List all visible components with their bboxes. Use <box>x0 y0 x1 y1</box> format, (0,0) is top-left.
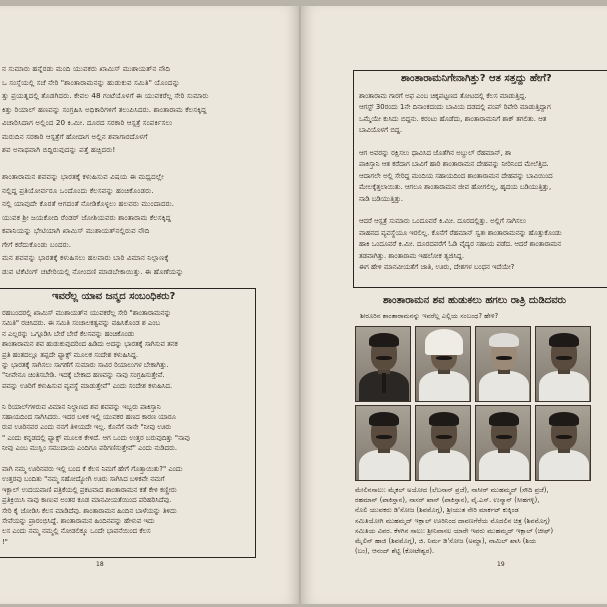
text-line: ಬಾವಿಯೊಳಗೆ ಬಿದ್ದ. <box>359 126 403 135</box>
text-line: ಕಿತ್ತು ರಿಯಾಲ್ ಹಣವನ್ನು ಸಂಗ್ರಹಿಸಿ ಅಧಿಕಾರಿಗಳಿಗೆ ತಲುಪಿಸಿದರು. ಶಾಂತಾರಾಮ ಕೆಲಸಕ್ಕಿದ್ದ <box>2 104 207 114</box>
text-line: ಆದರೆ ಆಸ್ಪತ್ರೆ ಸುಮಾರು ಒಂದೂವರೆ ಕಿ.ಮೀ. ದೂರದಲ್ಲಿತ್ತು. ಅಲ್ಲಿಗೆ ಸಾಗಿಸಲು <box>359 217 527 226</box>
text-line: ಶಾಂತಾರಾಮನ ಶವವನ್ನು ಭಾರತಕ್ಕೆ ಕಳುಹಿಸುವ ವಿಷಯ ಈ ಮಧ್ಯದಲ್ಲೇ <box>2 172 164 181</box>
portrait-photo <box>415 326 471 402</box>
text-line: ನಿ ರಿಯಾಲ್‌ಗಳಿರುವ ವಿಮಾನ ನಿಲ್ದಾಣದ ಶವ ಶವವನ್ನು ಇಬ್ಬರು ಪಾಕಿಸ್ತಾನಿ <box>2 402 161 411</box>
text-line: ಪವನ್ನು ಊರಿಗೆ ಕಳುಹಿಸುವ ವ್ಯವಸ್ಥೆ ಮಾಡುತ್ತೇವೆ" ಎಂದು ಸಂದೇಶ ಕಳುಹಿಸಿದ. <box>2 381 173 390</box>
text-line: ರುವ ಊರಿನವರ ಎಂದು ನನಗೆ ತಿಳಿಯದೇ ಇಲ್ಲ. ಕೊನೆಗೆ ನಾನೇ "ನೀವು ಊರು <box>2 423 172 432</box>
right-page <box>301 6 607 604</box>
text-line: ತ್ತು ಪ್ರಯತ್ನದಲ್ಲಿ ತೊಡಗಿದರು. ಕೇವಲ 48 ಗಂಟೆಯೊಳಗೆ ಈ ಯುವಕರೆಲ್ಲ ಸೇರಿ ಸುಮಾರು <box>2 91 209 100</box>
text-line: ಪ್ರತಿಕ್ರಿಯಿಸಿ ನಾವು ಕಾಣುವ ಅಂತರ ಕೂಡ ಮಾನವೀಯತೆಯಿಂದ ಪರಿಹರಿಸಿದೆವು. <box>2 496 172 505</box>
text-line: ವಾಗಿ ನಮ್ಮ ಊರಿನವರು ಇಲ್ಲಿ ಬಂದ ಕೆ ಕೆಲಸ ನಿಮಗೆ ಹೇಗೆ ಗೊತ್ತಾಯಿತು?" ಎಂದು <box>2 465 183 473</box>
text-line: ರಹಮಾನ್ (ಪಾಕಿಸ್ತಾನ), ನಾಸರ್ ಖಾನ್ (ಪಾಕಿಸ್ತಾನ), ವೈ.ಎಸ್. ಉಸ್ಮಾನ್ (ಸೀಹಗಳ್ಳಿ), <box>355 496 540 505</box>
text-line: ಆಗಸ್ಟ್ 30ರಂದು 1ನೇ ದಿನಾಂಕದಂದು ಬಾವಿಯ ದಡದಲ್ಲಿ ಪಂಪ್ ರಿಪೇರಿ ಮಾಡುತ್ತಿದ್ದಾಗ <box>359 103 551 112</box>
text-line: ಸಮಿತಿಯ ವಿವರ. ಕೆಳಗಿನ ಸಾಲು: ಶ್ರೀನಿವಾಸಲ ಯಾರೇ ಇವರು ಮುಹಮ್ಮದ್ ಇಕ್ಬಾಲ್ (ಚೀಫ್) <box>355 526 554 535</box>
portrait-photo <box>415 405 471 481</box>
photo-section-subtitle: ಶೀರೂರಿನ ಶಾಂತಾರಾಮನನ್ನು ಇವರೆಲ್ಲ ಎಲ್ಲಿಯ ಸಂಬಂಧ? ಹೇಳಿ? <box>360 312 499 320</box>
text-line: ಶಾಂತಾರಾಮನ ಶವ ಹುಡುಕುವುದರಿಂದ ಹಿಡಿದು ಅದನ್ನು ಭಾರತಕ್ಕೆ ಸಾಗಿಸುವ ತನಕ <box>2 340 178 349</box>
text-line: "ನೀವೇನೂ ಚಿಂತಿಸಬೇಡಿ. ಇದಕ್ಕೆ ಬೇಕಾದ ಹಣವನ್ನು ನಾವು ಸಂಗ್ರಹಿಸುತ್ತೇವೆ. <box>2 371 165 380</box>
text-line: ಶಾಂತಾರಾಮ ಗಾರಗೆ ಅಫ ಎಂಬ ಚಿಕ್ಕಪಟ್ಟಣದ ತೋಟದಲ್ಲಿ ಕೆಲಸ ಮಾಡುತ್ತಿದ್ದ. <box>359 92 527 100</box>
page-number-left: 18 <box>96 561 104 568</box>
text-line: ಆಗ ಅವರನ್ನು ರಕ್ಷಿಸಲು ಧಾವಿಸಿದ ಜೊತೆಗಿನ ಅಬ್ದುಲ್ ರೆಹಮಾನ್, ಶಾ <box>359 149 512 157</box>
text-line: ನೊಲಿ ಯುವಕರು ಡಿ'ಸೋಜ (ಶಿವಮೊಗ್ಗ), ಶ್ರೀಯುತ ನೇರಿ ಮಾರ್ಕಟ್ ಕುಕ್ಕಿಂಡ <box>355 506 519 515</box>
text-line: ಡುವ ಟಿಕೆಟಿಂಗ್ ಚಟೇರಿಯಲ್ಲಿ ನೋಂದಣಿ ಮಾಡಬೇಕಾಯಿತ್ತು. ಈ ಹೊಣೆಯನ್ನು <box>2 266 184 276</box>
text-line: ಯುವಕ ಶ್ರೀ ಜಯಕೋದಿ ರೆಂಡರ್ ಜೋಶಿಯವರು ಶಾಂತಾರಾಮ ಕೆಲಸಕ್ಕಿದ್ದ <box>2 212 172 222</box>
text-line: ಪ್ರತಿ ಹಂತದಲ್ಲೂ ತಪ್ಪದೇ ಫ್ಯಾಕ್ಸ್ ಮೂಲಕ ಸಂದೇಶ ಕಳುಹಿಸಿದ್ದ. <box>2 350 139 359</box>
right-box-title: ಶಾಂತಾರಾಮನಿಗೇನಾಗಿತ್ತು? ಆತ ಸತ್ತದ್ದು ಹೇಗೆ? <box>401 73 552 84</box>
text-line: ಹಾಕಿ ಒಂದೂವರೆ ಕಿ.ಮೀ. ದೂರದವರೆಗೆ ಓಡಿ ವೈದ್ಯರ ಸಹಾಯ ಪಡೆದ. ಆದರೆ ಶಾಂತಾರಾಮನ <box>359 240 562 249</box>
text-line: ಈಗ ಹೇಳಿ ಮಾನವೀಯತೆಗೆ ಜಾತಿ, ಊರು, ದೇಶಗಳ ಬಂಧನ ಇದೆಯೇ? <box>359 263 515 271</box>
left-box-title: ಇವರೆಲ್ಲ ಯಾವ ಜನ್ಮದ ಸಂಬಂಧಿಕರು? <box>52 291 176 302</box>
text-line: ಸೇರಿ ಕೈ ಜೋಡಿಸಿ ಕೆಲಸ ಮಾಡಿದೆವು. ಶಾಂತಾರಾಮನ ಹಿಂದಿನ ಬಾಳೆಯನ್ನು ತಿಳಿದು <box>2 506 177 515</box>
text-line: ಮೇಲಿನಸಾಲು: ಮೈಕಲ್ ಅಯೋದ (ಲೆಬನಾನ್ ಪ್ರಜೆ), ನಾಸೀರ್ ಮುಹಮ್ಮದ್ (ಸೌದಿ ಪ್ರಜೆ), <box>355 486 549 494</box>
text-line: ನಲ್ಲಿದ್ದ ಪ್ರತಿಯೋರ್ವರೂ ಒಂದೊಂದು ಕೆಲಸವನ್ನು ಹಂಚಿಕೊಂಡರು. <box>2 185 154 195</box>
portrait-photo <box>475 326 531 402</box>
text-line: ಕಪಾನಿಯನ್ನು ಭೇಟಿಯಾಗಿ ಖಾಮಿಸ್ ಮುಶಾಯತ್‌ನಲ್ಲಿರುವ ನೌದಿ <box>2 226 150 235</box>
text-line: ಪಾಕಿಸ್ತಾನಿ ಆತ ಕರೆದಾಗ ಬಾವಿಗೆ ಹಾರಿ ಶಾಂತಾರಾಮನ ದೇಹವನ್ನು ನೀರಿನಿಂದ ಮೇಲೆತ್ತಿದ. <box>359 160 549 169</box>
photo-section-title: ಶಾಂತಾರಾಮನ ಶವ ಹುಡುಕಲು ಹಗಲು ರಾತ್ರಿ ದುಡಿದವರು <box>383 295 567 306</box>
text-line: ನೀವು ಎಂಬ ಮುಸ್ಲಿಂ ಸಮುದಾಯ ಎಂದಿಗೂ ಪರಿಗಣಿಸುತ್ತೇವೆ" ಎಂದು ನುಡಿದರು. <box>2 444 178 453</box>
text-line: ಶವ ಅನಾಥವಾಗಿ ಬಿದ್ದಿರುವುದನ್ನು ಪತ್ತೆ ಹಚ್ಚಿದರು! <box>2 145 116 154</box>
text-line: ಮೈಲಿನ್ ಹಾಜಿ (ಶಿವಮೊಗ್ಗ), ಜಿ. ನಿರ್ಮ ಡಿ'ಸೋಜ (ಅಮ್ದಾ), ನಾಮಿಲ್ ಖಾಸಿ (ಶಿಯ <box>355 537 537 545</box>
text-line: ಉತ್ತರವು ಬಂದಿತು "ನಮ್ಮ ಸಹೋದ್ಯೋಗಿ ಊರು ಸಾಗಿಸಿದ ಬಳಿಕವೇ ನಮಗೆ <box>2 475 165 484</box>
page-number-right: 19 <box>497 561 505 568</box>
text-line: ನ ಸುಮಾರು ಹನ್ನೆರಡು ಮಂದಿ ಯುವಕರು ಖಾಮಿಸ್ ಮುಶಾಯತ್‌ನ ನೌದಿ <box>2 64 171 73</box>
left-page <box>0 6 300 604</box>
text-line: (ಬಂ), ಆನಂದ್ ಶೆಟ್ಟಿ (ಕೋಟೇಶ್ವರ). <box>355 547 435 556</box>
text-line: ಲಸ ಎಂದು ನಮ್ಮ ನಮ್ಮಲ್ಲಿ ನೋಡಲಿಕ್ಕೂ ಒಂದೇ ಭಾವನೆಯಿಂದ ಕೆಲಸ <box>2 527 151 536</box>
portrait-photo <box>355 326 411 402</box>
text-line: ಒ ಸಂಸ್ಥೆಯಲ್ಲಿ ಸಚೆ ನೇರಿ "ಶಾಂತಾರಾಮನನ್ನು ಹುಡುಕುವ ಸಮಿತಿ" ಯೊಂದನ್ನು <box>2 77 180 87</box>
text-line: ನ ಎಲ್ಲರನ್ನು ಒಗ್ಗೂಡಿಸಿ ಬೇರೆ ಬೇರೆ ಕೆಲಸವನ್ನು ಹಂಚಿಕೊಂಡು <box>2 329 135 338</box>
text-line: ಮೇಲಕ್ಕೆತ್ತಲಾಯಿತು. ಆಗಲೂ ಶಾಂತಾರಾಮನ ಜೀವ ಹೋಗಲಿಲ್ಲ, ಹೃದಯ ಬಡಿಯುತ್ತಿತ್ತು, <box>359 183 552 192</box>
text-line: ನಲ್ಲಿ ಯಾವುದೇ ಕೊರತೆ ಆಗದಂತೆ ನೋಡಿಕೊಳ್ಳಲು ಹಲವರು ಮುಂದಾದರು. <box>2 199 175 208</box>
text-line: ಸಮಿತಿ" ರಚಿಸಿದರು. ಈ ಸಮಿತಿ ಸಂಚಾಲಕತ್ವವನ್ನು ವಹಿಸಿಕೊಂಡ ಶ ಎಂಬ <box>2 319 160 328</box>
text-line: ವಾಹನದ ವ್ಯವಸ್ಥೆಯೂ ಇರಲಿಲ್ಲ. ಕೊನೆಗೆ ರೆಹಮಾನ್ ಸ್ವತಃ ಶಾಂತಾರಾಮನನ್ನು ಹೊತ್ತುಕೊಂಡು <box>359 228 562 237</box>
text-line: ಸಹಾಯದಿಂದ ಸಾಗಿಸಿದರು. ಇದರ ಬಳಿಕ ಇಲ್ಲಿ ಯುವಕರ ಹಣದ ಕಾರಣ ಯಾರೂ <box>2 413 176 421</box>
portrait-photo <box>535 326 591 402</box>
portrait-photo <box>535 405 591 481</box>
text-line: !" <box>2 537 8 546</box>
text-line: ಮರುದಿನ ಸರಕಾರಿ ಆಸ್ಪತ್ರೆಗೆ ಹೋದಾಗ ಅಲ್ಲಿನ ಶವಾಗಾರದೊಳಗೆ <box>2 131 148 141</box>
portrait-photo <box>355 405 411 481</box>
text-line: ಒಮ್ಮೆಯೇ ಕುಸಿದು ಬಿದ್ದನು. ಕರಂಟು ಹೊಡೆದು, ಶಾಂತಾರಾಮನಿಗೆ ಶಾಕ್ ತಗಲಿತು. ಆತ <box>359 114 547 123</box>
text-line: " ಎಂದು ಕನ್ನಡದಲ್ಲಿ ಫ್ಯಾಕ್ಸ್ ಮೂಲಕ ಕೇಳಿದೆ. ಆಗ ಒಂದು ಉತ್ತರ ಬರುವುದಿತ್ತು "ನಾವು <box>2 433 190 442</box>
text-line: ರಹಬಂದರಲ್ಲಿ ಖಾಮಿಸ್ ಮುಶಾಯತ್‌ನ ಯುವಕರೆಲ್ಲ ಸೇರಿ "ಶಾಂತಾರಾಮನನ್ನು <box>2 309 172 317</box>
text-line: ಸಮಿತಿಯೋಗಿ ಮುಹಮ್ಮದ್ ಇಕ್ಬಾಲ್ ಊರಿನಿಂದ ದಾವಣಗೆರೆಯ ಮೊದಲಿನ ಚಿತ್ರ (ಶಿವಮೊಗ್ಗ) <box>355 516 550 525</box>
text-line: ಸೇವೆಯನ್ನು ಪ್ರಾರಂಭಿಸಿದ್ದೆ. ಶಾಂತಾರಾಮನ ಹಿಂದಿನವನ್ನು ಹೇಳುವ ಇದು <box>2 517 155 525</box>
text-line: ವಿಚಾರಿಸಿದಾಗ ಅಲ್ಲಿಂದ 20 ಕಿ.ಮೀ. ದೂರದ ಸರಕಾರಿ ಆಸ್ಪತ್ರೆ ಸಂಪರ್ಕಿಸಲು <box>2 118 173 127</box>
text-line: ಆದಾಗಲೇ ಅಲ್ಲಿ ಸೇರಿದ್ದ ಮಂದಿಯ ಸಹಾಯದಿಂದ ಶಾಂತಾರಾಮನ ದೇಹವನ್ನು ಬಾವಿಯಿಂದ <box>359 171 553 180</box>
text-line: ಇಕ್ಬಾಲ್ ಉದಯವಾಣಿ ಪತ್ರಿಕೆಯಲ್ಲಿ ಪ್ರಕಟವಾದ ಶಾಂತಾರಾಮನ ಕತೆ ಕೇಳಿ ಕಣ್ಣೀರು <box>2 485 177 494</box>
text-line: ಮನ ಶವವನ್ನು ಭಾರತಕ್ಕೆ ಕಳುಹಿಸಲು ಹಲವಾರು ಬಾರಿ ವಿಮಾನ ನಿಲ್ದಾಣಕ್ಕೆ <box>2 253 169 262</box>
text-line: ತಡವಾಗಿತ್ತು. ಶಾಂತಾರಾಮ ಇಹಲೋಕ ತ್ಯಜಿಸಿದ್ದ. <box>359 251 465 260</box>
text-line: ನ್ನು ಭಾರತಕ್ಕೆ ಸಾಗಿಸಲು ಸಾಗಣೆಗೆ ಸುಮಾರು ಸಾವಿರ ರಿಯಾಲುಗಳ ಬೇಕಾಗಿತ್ತು. <box>2 361 169 369</box>
text-line: ನಾಡಿ ಬಡಿಯುತ್ತಿತ್ತು. <box>359 194 404 203</box>
portrait-photo <box>475 405 531 481</box>
text-line: ಗೇಗೆ ಕರೆದುಕೊಂಡು ಬಂದರು. <box>2 239 72 249</box>
